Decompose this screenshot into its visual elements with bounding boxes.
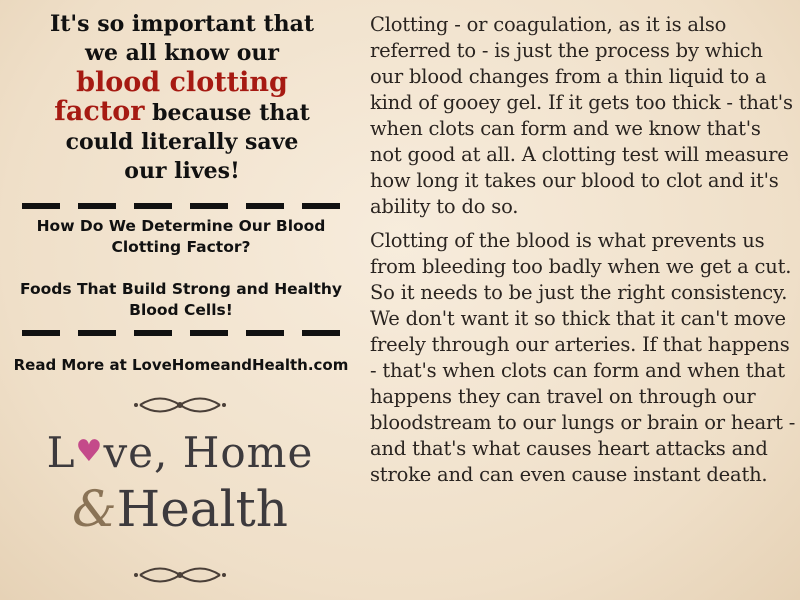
flourish-top-icon [130,392,230,418]
paragraph-1: Clotting - or coagulation, as it is also referred to - is just the process by which our blood changes from a thin liquid to a kind of gooey gel. If it gets too thick - that's when clots can form and we know that's not good at all. A clotting test will measure how long it takes our blood to clot and it's ability to do so. [370,13,793,218]
article-body [370,12,798,496]
site-logo [40,426,320,539]
read-more-link[interactable]: Read More at LoveHomeandHealth.com [13,356,349,374]
headline-highlight-1: blood clotting [76,67,288,98]
left-panel [0,0,362,600]
heart-icon: ♥ [75,434,104,469]
headline [6,10,358,186]
headline-highlight-2: factor [54,96,145,127]
logo-line-2: &Health [72,480,288,538]
paragraph-2: Clotting of the blood is what prevents us from bleeding too badly when we get a cut. So it needs to be just the right consistency. We don't want it so thick that it can't move freely through our arteries. If that happens - that's when clots can form and when that happens they can travel on through our bloodstream to our lungs or brain or heart - and that's what causes heart attacks and stroke and can even cause instant death. [370,229,796,486]
headline-line-5: could literally save [65,129,299,155]
flourish-bottom-icon [130,562,230,588]
headline-line-6: our lives! [124,158,240,184]
headline-line-1: It's so important that [49,11,315,37]
link-blood-clotting-factor[interactable]: How Do We Determine Our Blood Clotting Factor? [36,217,326,256]
divider-dashes-bottom [22,330,340,336]
link-healthy-blood-cells[interactable]: Foods That Build Strong and Healthy Blood Cells! [20,280,342,319]
divider-dashes-top [22,203,340,209]
headline-line-2: we all know our [85,40,279,66]
headline-line-4 [6,97,358,128]
headline-tail: because that [144,100,310,126]
logo-line-1: L♥ve, Home [46,428,314,477]
